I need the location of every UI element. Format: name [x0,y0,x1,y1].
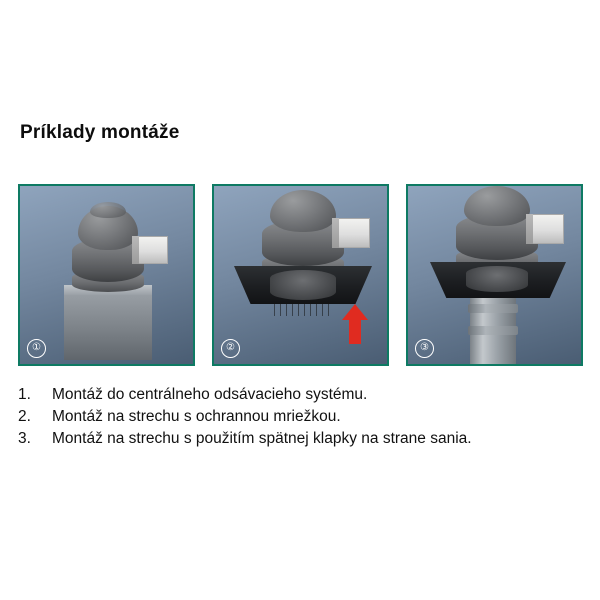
panel-badge-3: ③ [415,339,434,358]
fan-unit [408,186,581,364]
list-item-number: 1. [18,386,31,403]
list-item-text: Montáž na strechu s použitím spätnej klapky na strane sania. [52,430,472,447]
protective-grille [272,302,334,316]
terminal-box-side [132,236,139,264]
panel-badge-2: ② [221,339,240,358]
panel-badge-1: ① [27,339,46,358]
list-item-text: Montáž do centrálneho odsávacieho systému. [52,386,368,403]
list-item-number: 2. [18,408,31,425]
arrow-stem [349,317,361,344]
installation-examples-list [18,384,578,450]
list-item-text: Montáž na strechu s ochrannou mriežkou. [52,408,341,425]
flange-inlet [270,270,336,300]
terminal-box-side [526,214,533,244]
panel-central-extraction-system [18,184,195,366]
panel-row [18,184,584,366]
list-item [18,406,578,427]
airflow-arrow [342,304,368,346]
panel-roof-with-grille [212,184,389,366]
list-item [18,384,578,405]
fan-unit [20,186,193,364]
panel-roof-with-backflow-flap [406,184,583,366]
list-item-number: 3. [18,430,31,447]
fan-cap [464,186,530,226]
terminal-box-side [332,218,339,248]
list-item [18,428,578,449]
fan-cap-top-highlight [90,202,126,218]
flange-inlet [466,266,528,292]
fan-cap [270,190,336,232]
page-title: Príklady montáže [20,122,180,143]
